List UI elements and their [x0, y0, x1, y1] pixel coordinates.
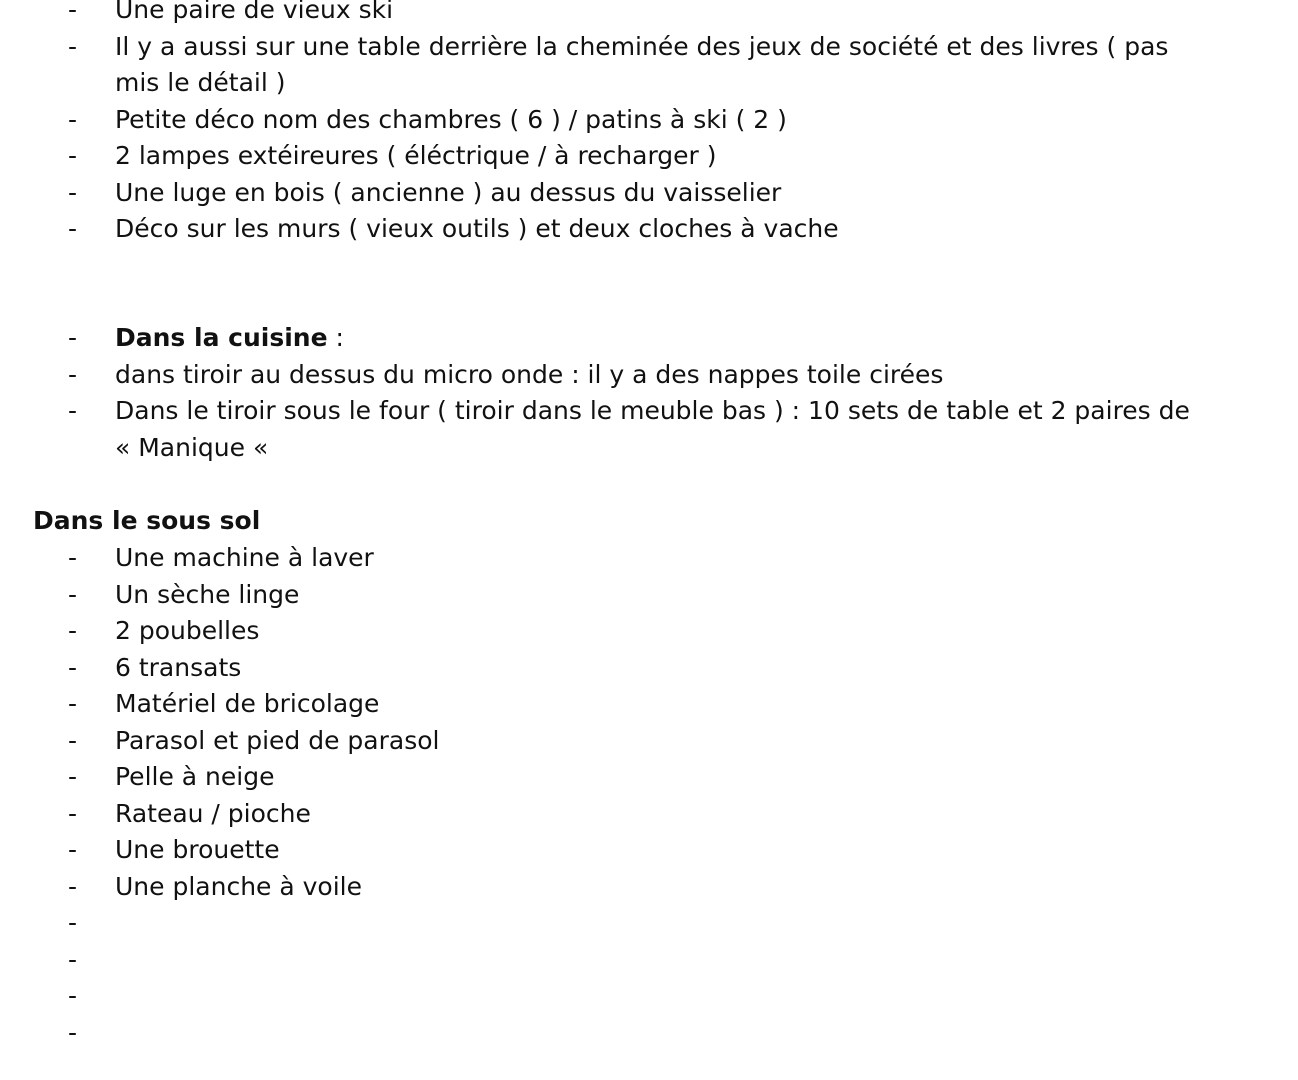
list-bullet: -	[68, 543, 78, 572]
list-bullet: -	[68, 616, 78, 645]
list-bullet: -	[68, 908, 78, 937]
list-item-empty	[0, 1015, 1298, 1052]
cuisine-heading-item	[0, 320, 1298, 357]
list-item	[0, 650, 1298, 687]
list-item-text: Déco sur les murs ( vieux outils ) et deux cloches à vache	[115, 214, 839, 243]
list-bullet: -	[68, 725, 78, 755]
cuisine-heading: Dans la cuisine	[115, 323, 328, 352]
list-bullet: -	[68, 323, 78, 352]
top-item-list	[0, 0, 1298, 248]
list-item-text: Une machine à laver	[115, 543, 374, 572]
list-item	[0, 869, 1298, 906]
list-item-text: Un sèche linge	[115, 579, 300, 609]
sous-sol-heading: Dans le sous sol	[33, 506, 261, 535]
list-bullet: -	[68, 104, 78, 134]
list-item	[0, 0, 1298, 29]
list-item-text: Rateau / pioche	[115, 798, 311, 828]
list-item	[0, 686, 1298, 723]
list-bullet: -	[68, 835, 78, 864]
list-item-text: 6 transats	[115, 652, 242, 682]
cuisine-item-list	[0, 320, 1298, 466]
list-bullet: -	[68, 0, 78, 24]
list-item	[0, 759, 1298, 796]
list-item-empty	[0, 942, 1298, 979]
list-item-text: Il y a aussi sur une table derrière la cheminée des jeux de société et des livres ( pas mis le détail )	[115, 31, 1169, 97]
list-item	[0, 138, 1298, 175]
list-bullet: -	[68, 762, 78, 791]
list-bullet: -	[68, 359, 78, 389]
list-item-empty	[0, 905, 1298, 942]
list-item	[0, 832, 1298, 869]
list-item-text: dans tiroir au dessus du micro onde : il y a des nappes toile cirées	[115, 359, 944, 389]
list-item	[0, 211, 1298, 248]
list-item-text: Dans le tiroir sous le four ( tiroir dans le meuble bas ) : 10 sets de table et 2 paires de « Manique «	[115, 396, 1190, 462]
list-bullet: -	[68, 396, 78, 425]
list-item	[0, 723, 1298, 760]
list-item	[0, 175, 1298, 212]
list-bullet: -	[68, 981, 78, 1010]
list-bullet: -	[68, 177, 78, 207]
list-item-text: 2 lampes extéireures ( éléctrique / à recharger )	[115, 141, 717, 170]
list-item	[0, 540, 1298, 577]
list-item-empty	[0, 978, 1298, 1015]
list-bullet: -	[68, 652, 78, 682]
list-item-text: Petite déco nom des chambres ( 6 ) / patins à ski ( 2 )	[115, 104, 787, 134]
list-item	[0, 102, 1298, 139]
list-bullet: -	[68, 1017, 78, 1047]
list-bullet: -	[68, 31, 78, 61]
list-item	[0, 357, 1298, 394]
list-bullet: -	[68, 214, 78, 243]
list-item-text: Une planche à voile	[115, 871, 362, 901]
list-item	[0, 613, 1298, 650]
list-item-text: Une paire de vieux ski	[115, 0, 394, 24]
list-item-text: Pelle à neige	[115, 762, 275, 791]
list-item	[0, 796, 1298, 833]
list-item	[0, 577, 1298, 614]
list-bullet: -	[68, 871, 78, 901]
list-bullet: -	[68, 141, 78, 170]
list-bullet: -	[68, 579, 78, 609]
list-bullet: -	[68, 798, 78, 828]
list-item	[0, 29, 1298, 102]
list-item-text: Une brouette	[115, 835, 280, 864]
list-item-text: Parasol et pied de parasol	[115, 725, 440, 755]
sous-sol-item-list	[0, 540, 1298, 1051]
list-bullet: -	[68, 689, 78, 718]
list-item	[0, 393, 1298, 466]
list-item-text: 2 poubelles	[115, 616, 260, 645]
list-item-text: Une luge en bois ( ancienne ) au dessus du vaisselier	[115, 177, 782, 207]
list-bullet: -	[68, 944, 78, 974]
list-item-text: Matériel de bricolage	[115, 689, 380, 718]
cuisine-heading-colon: :	[327, 323, 344, 352]
